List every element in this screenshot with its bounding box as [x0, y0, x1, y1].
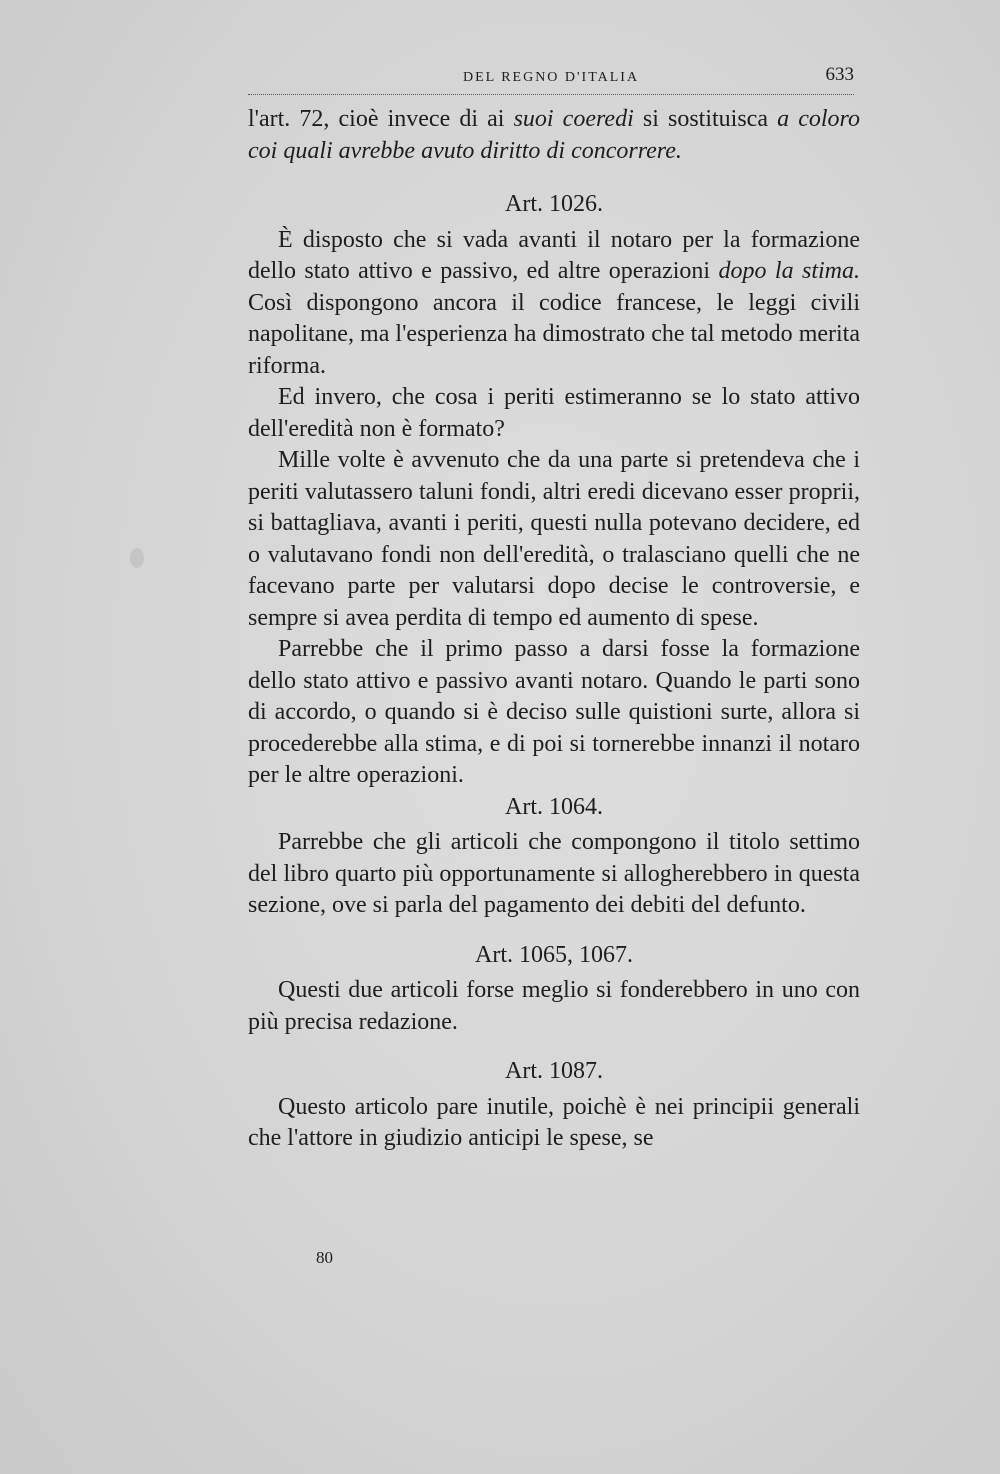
running-head: DEL REGNO D'ITALIA — [463, 70, 640, 85]
article-heading-1065: Art. 1065, 1067. — [475, 941, 633, 968]
paragraph: È disposto che si vada avanti il notaro per la formazione dello stato attivo e passivo, ed altre operazioni dopo la stima. Così dispongono ancora il codice francese, le leggi civili napolitane, ma l'esperienza ha dimostrato che tal metodo merita riforma. — [248, 226, 860, 379]
page-header — [248, 60, 854, 95]
signature-mark: 80 — [316, 1248, 333, 1267]
paragraph: Questo articolo pare inutile, poichè è nei principii generali che l'attore in giudizio anticipi le spese, se — [248, 1093, 860, 1151]
paragraph: Questi due articoli forse meglio si fonderebbero in uno con più precisa redazione. — [248, 977, 860, 1035]
paper-stain — [130, 548, 144, 568]
article-heading-1064: Art. 1064. — [505, 793, 603, 820]
paragraph: Parrebbe che gli articoli che compongono il titolo settimo del libro quarto più opportunamente si allogherebbero in questa sezione, ove si parla del pagamento dei debiti del defunto. — [248, 829, 860, 918]
paragraph: Parrebbe che il primo passo a darsi fosse la formazione dello stato attivo e passivo avanti notaro. Quando le parti sono di accordo, o quando si è deciso sulle quistioni surte, allora si procederebbe alla stima, e di poi si tornerebbe innanzi il notaro per le altre operazioni. — [248, 636, 860, 788]
paragraph: Ed invero, che cosa i periti estimeranno se lo stato attivo dell'eredità non è formato? — [248, 384, 860, 442]
article-heading-1087: Art. 1087. — [505, 1058, 603, 1084]
intro-paragraph: l'art. 72, cioè invece di ai suoi coeredi si sostituisca a coloro coi quali avrebbe avuto diritto di concorrere. — [248, 106, 860, 164]
paragraph: Mille volte è avvenuto che da una parte si pretendeva che i periti valutassero taluni fondi, altri eredi dicevano esser proprii, si battagliava, avanti i periti, questi nulla potevano decidere, ed o valutavano fondi non dell'eredità, o tralasciano quelli che ne facevano parte per valutarsi dopo decise le controversie, e sempre si avea perdita di tempo ed aumento di spese. — [248, 447, 860, 631]
body-text — [248, 104, 860, 1155]
page-number: 633 — [825, 64, 854, 85]
article-heading-1026: Art. 1026. — [505, 191, 603, 217]
